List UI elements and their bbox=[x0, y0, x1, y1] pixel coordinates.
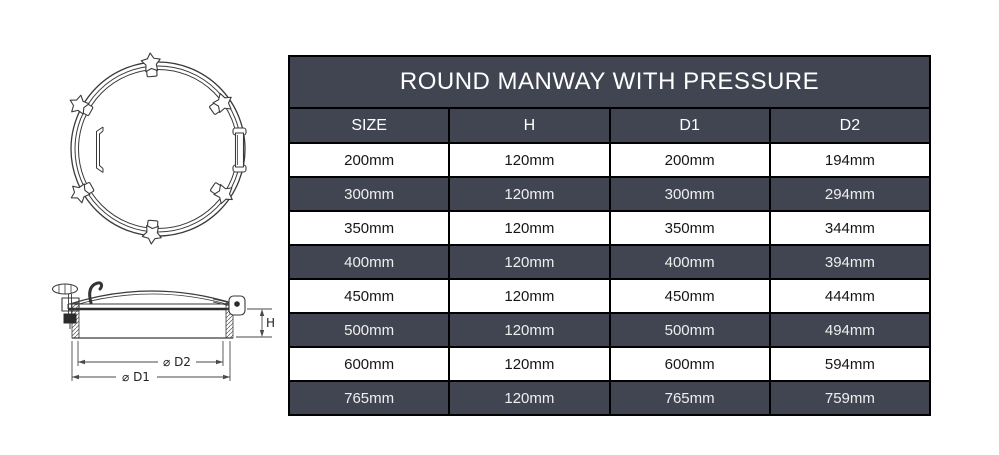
column-header-h: H bbox=[449, 108, 609, 143]
table-cell: 120mm bbox=[449, 211, 609, 245]
table-cell: 450mm bbox=[289, 279, 449, 313]
dome-lid-inner bbox=[75, 294, 230, 305]
lid-handle-icon bbox=[97, 127, 104, 173]
table-row bbox=[289, 347, 930, 381]
table-cell: 200mm bbox=[289, 143, 449, 177]
table-cell: 294mm bbox=[770, 177, 930, 211]
table-cell: 120mm bbox=[449, 313, 609, 347]
dome-lid-outline bbox=[70, 291, 235, 304]
table-cell: 400mm bbox=[610, 245, 770, 279]
table-row bbox=[289, 211, 930, 245]
table-cell: 450mm bbox=[610, 279, 770, 313]
table-row bbox=[289, 381, 930, 415]
lid-inner-ring bbox=[79, 70, 238, 229]
table-row bbox=[289, 143, 930, 177]
table-header-row bbox=[289, 108, 930, 143]
table-cell: 759mm bbox=[770, 381, 930, 415]
table-cell: 194mm bbox=[770, 143, 930, 177]
table-cell: 500mm bbox=[289, 313, 449, 347]
table-cell: 600mm bbox=[610, 347, 770, 381]
table-cell: 120mm bbox=[449, 143, 609, 177]
manway-side-view-drawing bbox=[30, 270, 290, 395]
table-cell: 350mm bbox=[289, 211, 449, 245]
table-row bbox=[289, 313, 930, 347]
table-cell: 594mm bbox=[770, 347, 930, 381]
table-row bbox=[289, 245, 930, 279]
table-cell: 300mm bbox=[610, 177, 770, 211]
table-cell: 765mm bbox=[289, 381, 449, 415]
table-cell: 400mm bbox=[289, 245, 449, 279]
d2-dimension-label: ⌀ D2 bbox=[163, 355, 191, 369]
table-row bbox=[289, 177, 930, 211]
spec-table bbox=[288, 55, 931, 416]
table-row bbox=[289, 279, 930, 313]
table-cell: 300mm bbox=[289, 177, 449, 211]
table-cell: 350mm bbox=[610, 211, 770, 245]
manway-top-view-drawing bbox=[45, 35, 270, 260]
table-cell: 120mm bbox=[449, 381, 609, 415]
table-cell: 394mm bbox=[770, 245, 930, 279]
h-dimension-label: H bbox=[266, 316, 276, 330]
table-cell: 494mm bbox=[770, 313, 930, 347]
wing-nut-icon bbox=[141, 52, 162, 77]
table-cell: 444mm bbox=[770, 279, 930, 313]
column-header-size: SIZE bbox=[289, 108, 449, 143]
table-cell: 765mm bbox=[610, 381, 770, 415]
table-cell: 120mm bbox=[449, 177, 609, 211]
table-cell: 344mm bbox=[770, 211, 930, 245]
wing-nut-icon bbox=[66, 92, 96, 120]
dimension-d1 bbox=[72, 341, 230, 384]
table-cell: 200mm bbox=[610, 143, 770, 177]
hinge-icon bbox=[233, 128, 246, 172]
table-cell: 600mm bbox=[289, 347, 449, 381]
column-header-d2: D2 bbox=[770, 108, 930, 143]
dimension-d2 bbox=[78, 341, 223, 369]
table-cell: 120mm bbox=[449, 279, 609, 313]
column-header-d1: D1 bbox=[610, 108, 770, 143]
table-cell: 120mm bbox=[449, 347, 609, 381]
table-cell: 500mm bbox=[610, 313, 770, 347]
spec-table-body bbox=[289, 143, 930, 415]
d1-dimension-label: ⌀ D1 bbox=[122, 370, 150, 384]
table-cell: 120mm bbox=[449, 245, 609, 279]
table-title: ROUND MANWAY WITH PRESSURE bbox=[289, 56, 930, 108]
lid-outer-ring bbox=[71, 62, 245, 236]
